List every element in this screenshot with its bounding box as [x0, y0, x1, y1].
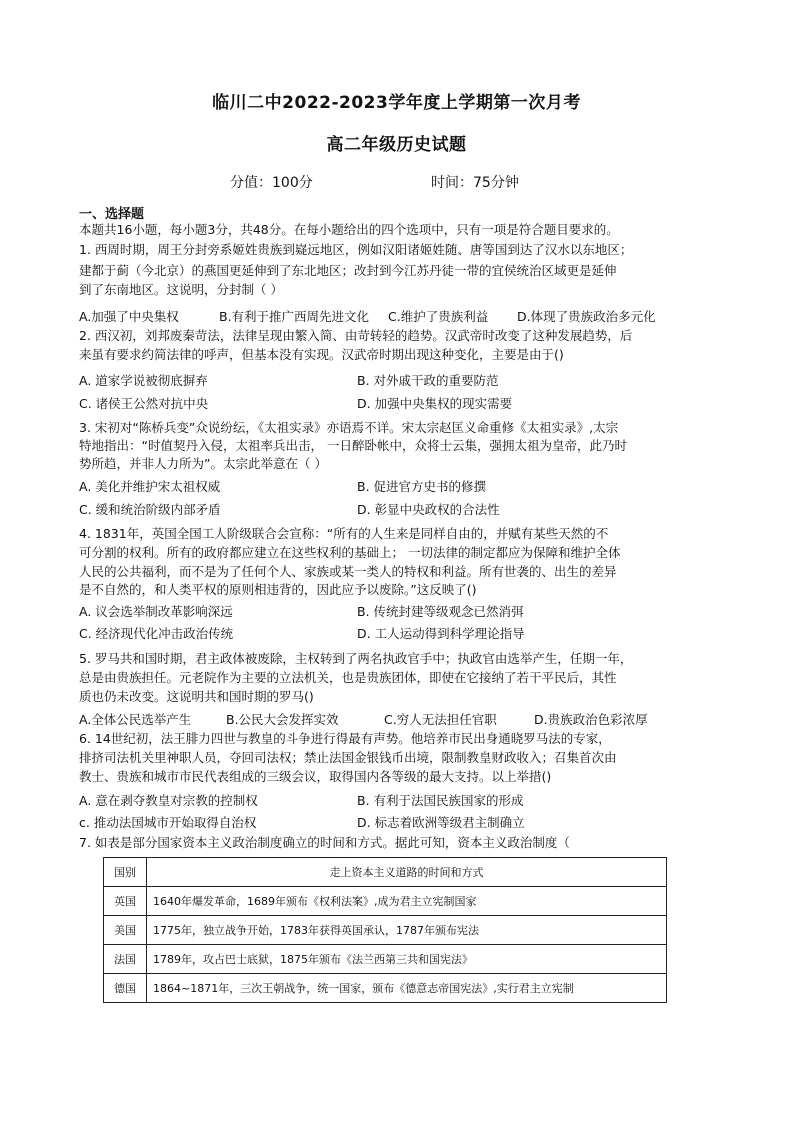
question-5-line-2: 总是由贵族担任。元老院作为主要的立法机关，也是贵族团体，即使在它接纳了若干平民后，其性	[79, 670, 617, 685]
q5-option-c[interactable]: C.穷人无法担任官职	[384, 712, 497, 727]
table-cell-path: 1640年爆发革命，1689年颁布《权利法案》,成为君主立宪制国家	[147, 887, 667, 916]
question-4-line-2: 可分割的权利。所有的政府都应建立在这些权利的基础上； 一切法律的制定都应为保障和维护全体	[79, 545, 621, 560]
question-6-line-2: 排挤司法机关里神职人员，夺回司法权；禁止法国金银钱币出境，限制教皇财政收入；召集首次由	[79, 750, 617, 765]
table-cell-path: 1789年，攻占巴士底狱，1875年颁布《法兰西第三共和国宪法》	[147, 945, 667, 974]
section-intro: 本题共16小题，每小题3分，共48分。在每小题给出的四个选项中，只有一项是符合题目要求的。	[79, 222, 619, 237]
q2-option-a[interactable]: A. 道家学说被彻底摒弃	[79, 373, 208, 388]
question-3-line-1: 3. 宋初对“陈桥兵变”众说纷纭，《太祖实录》亦语焉不详。宋太宗赵匡义命重修《太祖实录》,太宗	[79, 420, 619, 435]
score-info: 分值：100分	[230, 175, 313, 191]
table-row	[104, 945, 667, 974]
q3-option-c[interactable]: C. 缓和统治阶级内部矛盾	[79, 502, 221, 517]
q6-option-d[interactable]: D. 标志着欧洲等级君主制确立	[357, 815, 525, 830]
section-heading: 一、选择题	[79, 207, 145, 222]
question-5-line-1: 5. 罗马共和国时期，君主政体被废除，主权转到了两名执政官手中；执政官由选举产生，任期一年，	[79, 651, 633, 666]
q5-option-b[interactable]: B.公民大会发挥实效	[226, 712, 339, 727]
question-6-line-1: 6. 14世纪初，法王腓力四世与教皇的斗争进行得最有声势。他培养市民出身通晓罗马法的专家，	[79, 731, 611, 746]
question-2-line-1: 2. 西汉初，刘邦废秦苛法，法律呈现由繁入简、由苛转轻的趋势。汉武帝时改变了这种发展趋势，后	[79, 328, 633, 343]
q6-option-c[interactable]: c. 推动法国城市开始取得自治权	[79, 815, 257, 830]
table-row	[104, 916, 667, 945]
q5-option-a[interactable]: A.全体公民选举产生	[79, 712, 192, 727]
q1-option-d[interactable]: D.体现了贵族政治多元化	[517, 309, 656, 324]
q2-option-b[interactable]: B. 对外戚干政的重要防范	[357, 373, 499, 388]
q5-option-d[interactable]: D.贵族政治色彩浓厚	[534, 712, 648, 727]
table-row	[104, 887, 667, 916]
q3-option-b[interactable]: B. 促进官方史书的修撰	[357, 479, 487, 494]
table-header-country: 国别	[104, 858, 147, 887]
table-cell-country: 英国	[104, 887, 147, 916]
q3-option-a[interactable]: A. 美化并维护宋太祖权威	[79, 479, 221, 494]
question-4-line-4: 是不自然的，和人类平权的原则相违背的，因此应予以废除。”这反映了()	[79, 582, 477, 597]
question-4-line-1: 4. 1831年，英国全国工人阶级联合会宣称：“所有的人生来是同样自由的，并赋有某些天然的不	[79, 526, 609, 541]
time-info: 时间：75分钟	[431, 175, 519, 191]
question-7-line-1: 7. 如表是部分国家资本主义政治制度确立的时间和方式。据此可知，资本主义政治制度（	[79, 835, 570, 850]
q4-option-d[interactable]: D. 工人运动得到科学理论指导	[357, 626, 525, 641]
question-6-line-3: 教士、贵族和城市市民代表组成的三级会议，取得国内各等级的最大支持。以上举措()	[79, 769, 552, 784]
q1-option-c[interactable]: C.维护了贵族利益	[388, 309, 489, 324]
question-4-line-3: 人民的公共福利，而不是为了任何个人、家族或某一类人的特权和利益。所有世袭的、出生的差异	[79, 564, 617, 579]
question-3-line-3: 势所趋，并非人力所为”。太宗此举意在（ ）	[79, 456, 327, 471]
table-row	[104, 974, 667, 1003]
q2-option-c[interactable]: C. 诸侯王公然对抗中央	[79, 396, 209, 411]
exam-subtitle: 高二年级历史试题	[326, 135, 467, 155]
table-header-path: 走上资本主义道路的时间和方式	[147, 858, 667, 887]
question-3-line-2: 特地指出：“时值契丹入侵，太祖率兵出击， 一日醉卧帐中，众将士云集，强拥太祖为皇帝，此乃时	[79, 438, 627, 453]
question-1-line-3: 到了东南地区。这说明，分封制（ ）	[79, 282, 283, 297]
q6-option-b[interactable]: B. 有利于法国民族国家的形成	[357, 793, 524, 808]
table-cell-country: 法国	[104, 945, 147, 974]
q4-option-c[interactable]: C. 经济现代化冲击政治传统	[79, 626, 234, 641]
table-cell-path: 1864~1871年，三次王朝战争，统一国家，颁布《德意志帝国宪法》,实行君主立宪制	[147, 974, 667, 1003]
q3-option-d[interactable]: D. 彰显中央政权的合法性	[357, 502, 500, 517]
table-cell-country: 德国	[104, 974, 147, 1003]
question-1-line-2: 建都于蓟（今北京）的燕国更延伸到了东北地区；改封到今江苏丹徒一带的宜侯统治区域更是延伸	[79, 263, 617, 278]
q6-option-a[interactable]: A. 意在剥夺教皇对宗教的控制权	[79, 793, 258, 808]
question-2-line-2: 来虽有要求约简法律的呼声，但基本没有实现。汉武帝时期出现这种变化，主要是由于()	[79, 347, 564, 362]
q2-option-d[interactable]: D. 加强中央集权的现实需要	[357, 396, 513, 411]
q4-option-b[interactable]: B. 传统封建等级观念已然消弭	[357, 604, 524, 619]
q4-option-a[interactable]: A. 议会选举制改革影响深远	[79, 604, 233, 619]
question-5-line-3: 质也仍未改变。这说明共和国时期的罗马()	[79, 689, 314, 704]
table-header-row	[104, 858, 667, 887]
table-cell-path: 1775年，独立战争开始，1783年获得英国承认，1787年颁布宪法	[147, 916, 667, 945]
q1-option-a[interactable]: A.加强了中央集权	[79, 309, 179, 324]
exam-title: 临川二中2022-2023学年度上学期第一次月考	[212, 93, 581, 113]
history-table	[103, 857, 667, 1003]
q1-option-b[interactable]: B.有利于推广西周先进文化	[219, 309, 370, 324]
table-cell-country: 美国	[104, 916, 147, 945]
question-1-line-1: 1. 西周时期，周王分封旁系姬姓贵族到嶷远地区，例如汉阳诸姬姓随、唐等国到达了汉水以东地区；	[79, 242, 633, 257]
